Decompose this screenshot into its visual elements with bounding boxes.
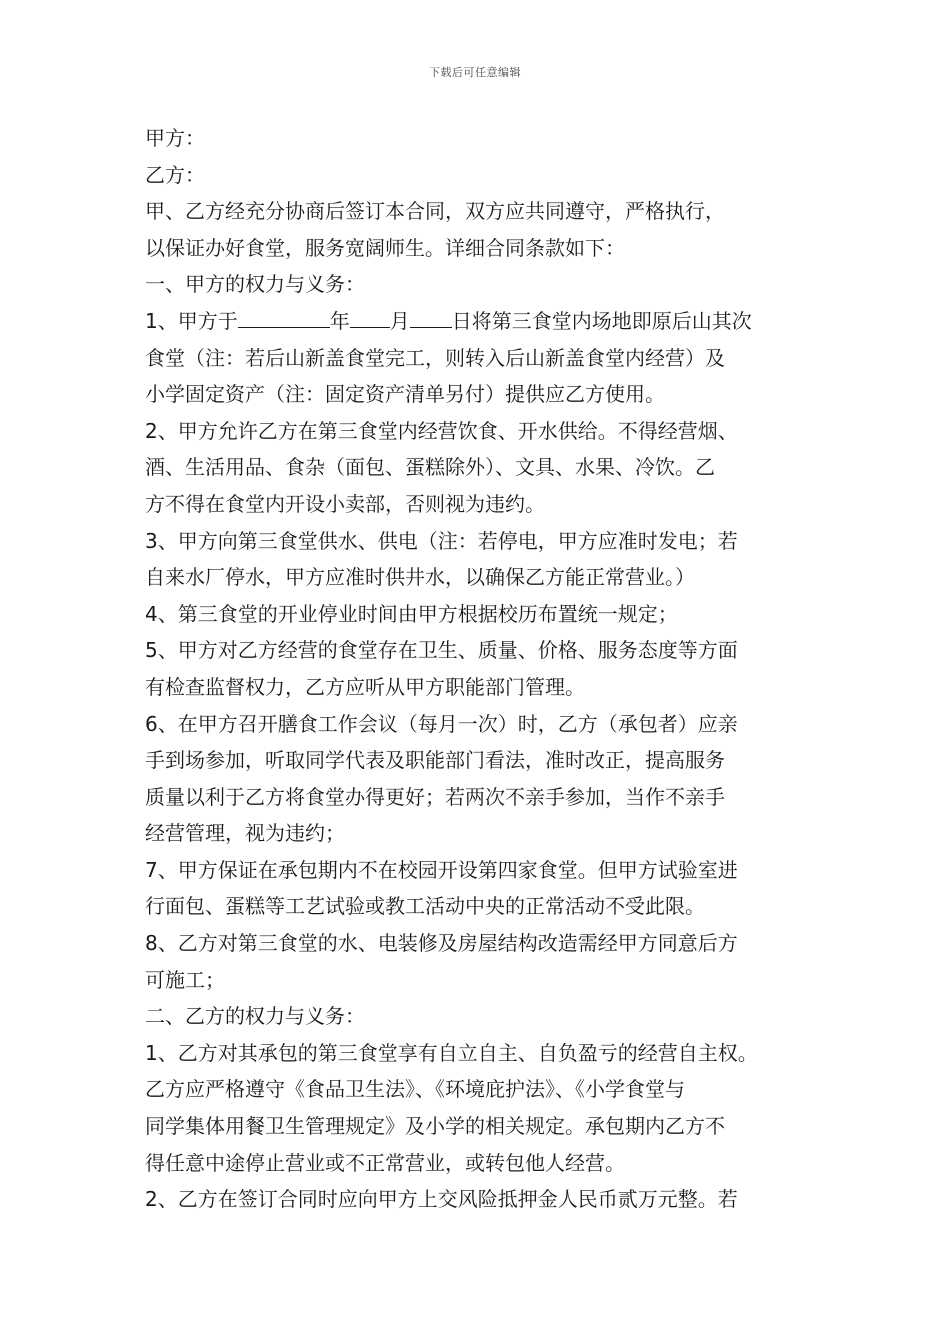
header-note: 下载后可任意编辑 [429,66,521,79]
text-line: 行面包、蛋糕等工艺试验或教工活动中央的正常活动不受此限。 [145,894,705,919]
text-line: 食堂（注：若后山新盖食堂完工，则转入后山新盖食堂内经营）及 [145,345,725,370]
text-line: 2、乙方在签订合同时应向甲方上交风险抵押金人民币贰万元整。若 [145,1187,738,1212]
clause-prefix: 1、甲方于 [145,308,238,333]
year-label: 年 [329,308,350,333]
month-label: 月 [389,308,410,333]
text-line: 手到场参加，听取同学代表及职能部门看法，准时改正，提高服务 [145,748,725,773]
text-line: 乙方应严格遵守《食品卫生法》、《环境庇护法》、《小学食堂与 [145,1077,685,1102]
date-clause-line [145,303,825,340]
day-label-and-text: 日将第三食堂内场地即原后山其次 [451,308,752,333]
text-line: 7、甲方保证在承包期内不在校园开设第四家食堂。但甲方试验室进 [145,857,738,882]
text-line: 经营管理，视为违约； [145,821,345,846]
section-heading: 一、甲方的权力与义务： [145,272,365,297]
text-line: 有检查监督权力，乙方应听从甲方职能部门管理。 [145,674,585,699]
text-line: 酒、生活用品、食杂（面包、蛋糕除外）、文具、水果、冷饮。乙 [145,455,715,480]
text-line: 方不得在食堂内开设小卖部，否则视为违约。 [145,491,545,516]
text-line: 4、第三食堂的开业停业时间由甲方根据校历布置统一规定； [145,601,678,626]
text-line: 以保证办好食堂，服务宽阔师生。详细合同条款如下： [145,235,625,260]
text-line: 5、甲方对乙方经营的食堂存在卫生、质量、价格、服务态度等方面 [145,638,738,663]
party-a-line: 甲方： [145,126,205,150]
text-line: 1、乙方对其承包的第三食堂享有自立自主、自负盈亏的经营自主权。 [145,1040,758,1065]
section-heading: 二、乙方的权力与义务： [145,1004,365,1029]
year-blank [238,307,330,328]
text-line: 质量以利于乙方将食堂办得更好；若两次不亲手参加，当作不亲手 [145,784,725,809]
text-line: 甲、乙方经充分协商后签订本合同，双方应共同遵守，严格执行， [145,199,725,224]
text-line: 2、甲方允许乙方在第三食堂内经营饮食、开水供给。不得经营烟、 [145,418,738,443]
day-blank [410,307,452,328]
text-line: 得任意中途停止营业或不正常营业，或转包他人经营。 [145,1150,625,1175]
text-line: 同学集体用餐卫生管理规定》及小学的相关规定。承包期内乙方不 [145,1114,725,1139]
text-line: 8、乙方对第三食堂的水、电装修及房屋结构改造需经甲方同意后方 [145,931,738,956]
party-b-line: 乙方： [145,162,205,187]
text-line: 自来水厂停水，甲方应准时供井水，以确保乙方能正常营业。） [145,565,695,590]
text-line: 6、在甲方召开膳食工作会议（每月一次）时，乙方（承包者）应亲 [145,711,738,736]
contract-body [145,120,825,1218]
month-blank [350,307,390,328]
text-line: 3、甲方向第三食堂供水、供电（注：若停电，甲方应准时发电；若 [145,528,738,553]
text-line: 可施工； [145,967,225,992]
text-line: 小学固定资产（注：固定资产清单另付）提供应乙方使用。 [145,382,665,407]
